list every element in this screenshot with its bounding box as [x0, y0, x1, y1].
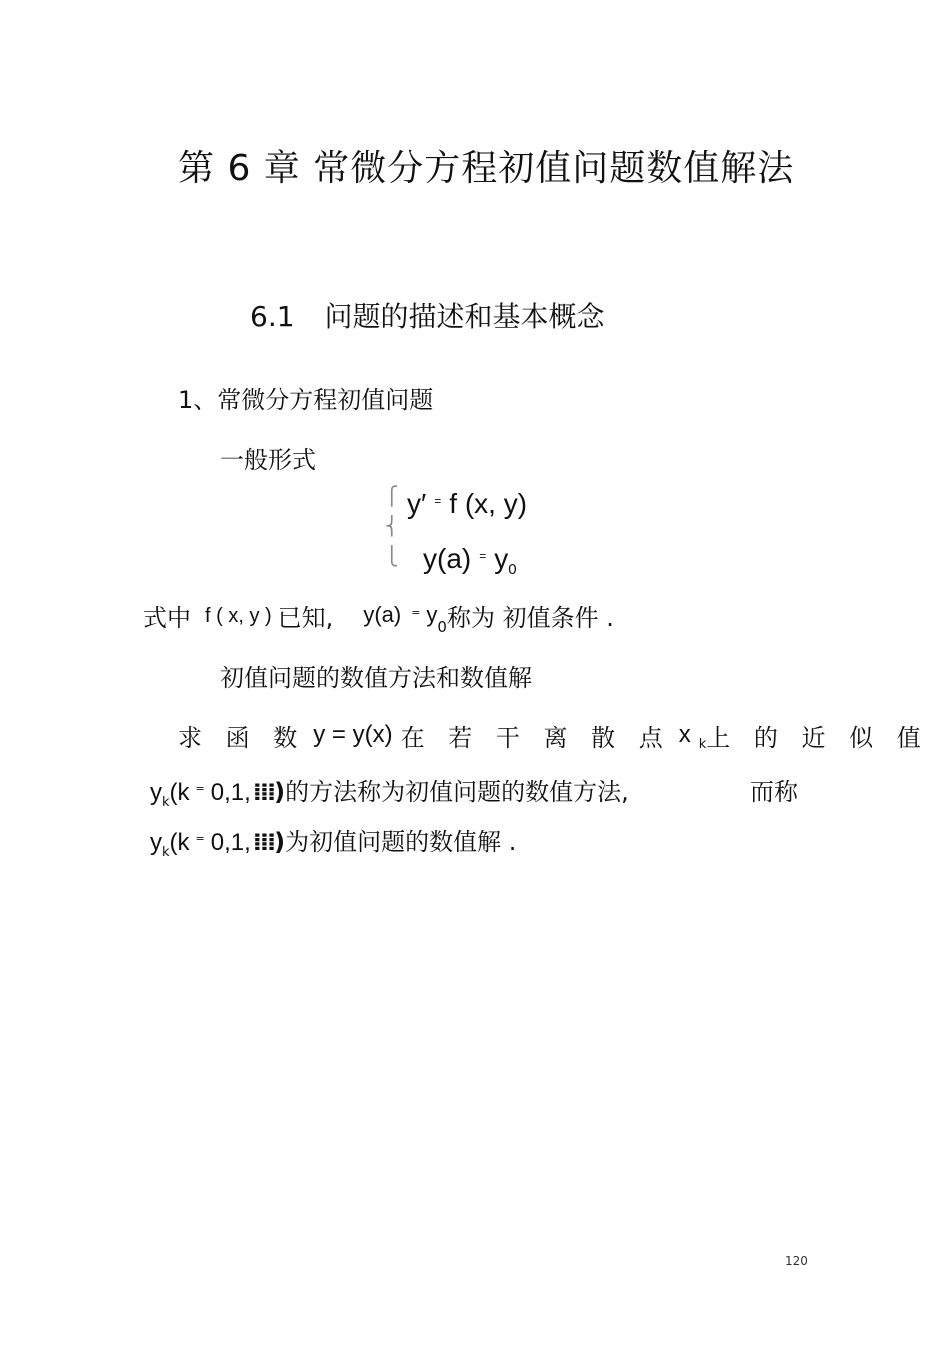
- eq2-rhs: y: [494, 543, 509, 574]
- equation-system: [385, 488, 585, 583]
- eq2-lhs: y(a): [423, 543, 472, 574]
- line1-f-expression: f ( x, y ): [205, 605, 272, 627]
- equation-ode: [407, 488, 527, 520]
- section-heading: [250, 295, 605, 335]
- line1-y0: y: [426, 602, 438, 627]
- page-number: 120: [785, 1254, 808, 1268]
- chapter-title: 第 6 章 常微分方程初值问题数值解法: [178, 148, 795, 189]
- line1-ya: y(a): [363, 602, 402, 627]
- equation-initial: [423, 543, 517, 578]
- definition-line: [143, 598, 614, 636]
- para-l1-function: y = y(x): [313, 721, 393, 748]
- eq1-lhs: y′: [407, 488, 427, 519]
- line1-prefix: 式中: [143, 604, 191, 632]
- line1-suffix: 称为 初值条件 .: [446, 604, 614, 632]
- para-l2-y: y: [150, 779, 162, 806]
- para-l1-c: 上 的 近 似 值: [706, 724, 929, 752]
- para-l3-equals: =: [195, 832, 205, 845]
- general-form-label: 一般形式: [220, 446, 316, 474]
- para-l1-x: x: [678, 721, 691, 748]
- para-l2-values: 0,1,: [210, 779, 251, 806]
- left-brace-icon: ⎧ ⎨ ⎩: [385, 486, 399, 567]
- paragraph-line-2-right: 而称: [750, 778, 798, 806]
- paragraph-line-3: [150, 822, 516, 860]
- para-l3-k: (k: [169, 829, 190, 856]
- eq1-equals: =: [434, 494, 442, 508]
- eq2-equals: =: [479, 549, 487, 563]
- para-l2-dots: ⁞⁞⁞): [252, 778, 284, 806]
- para-l2-equals: =: [195, 782, 205, 795]
- subsection-heading: 1、常微分方程初值问题: [178, 386, 434, 414]
- eq1-rhs: f (x, y): [449, 488, 528, 519]
- paragraph-line-1: [178, 718, 929, 753]
- eq2-rhs-subscript: 0: [508, 561, 517, 578]
- para-l1-a: 求 函 数: [178, 724, 306, 752]
- line1-known: 已知,: [277, 604, 334, 632]
- paragraph-line-2: [150, 772, 629, 810]
- para-l3-dots: ⁞⁞⁞): [252, 828, 284, 856]
- para-l3-text: 为初值问题的数值解 .: [285, 828, 517, 856]
- para-l3-y: y: [150, 829, 162, 856]
- line1-y0-subscript: 0: [437, 618, 447, 636]
- para-l2-subscript: k: [162, 795, 170, 810]
- para-l2-text: 的方法称为初值问题的数值方法,: [285, 778, 629, 806]
- line1-equals: =: [411, 606, 421, 619]
- para-l3-subscript: k: [162, 845, 170, 860]
- para-l1-b: 在 若 干 离 散 点: [400, 724, 671, 752]
- method-label: 初值问题的数值方法和数值解: [220, 664, 532, 692]
- section-title: 问题的描述和基本概念: [324, 300, 605, 333]
- para-l3-values: 0,1,: [210, 829, 251, 856]
- section-number: 6.1: [250, 300, 295, 333]
- para-l2-k: (k: [169, 779, 190, 806]
- para-l1-x-subscript: k: [698, 737, 707, 752]
